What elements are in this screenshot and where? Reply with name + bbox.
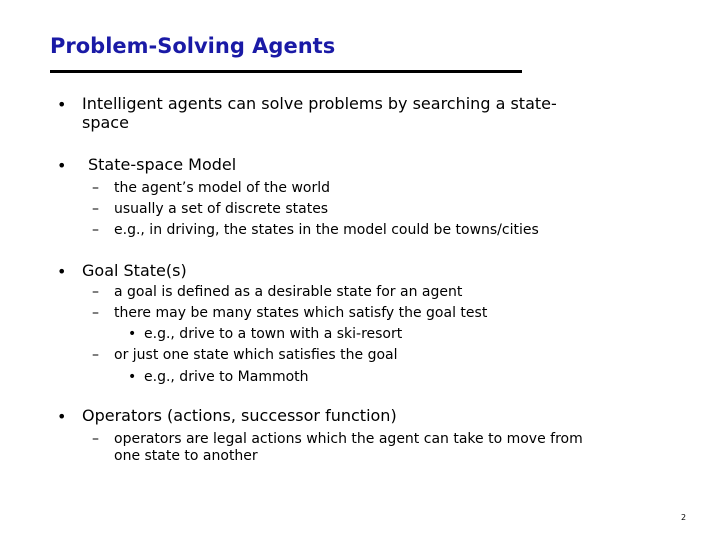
dash: – xyxy=(92,347,99,363)
sub-bullet-text-continuation: one state to another xyxy=(114,448,258,464)
bullet: • xyxy=(57,407,67,426)
dash: – xyxy=(92,180,99,196)
sub-bullet-text: a goal is defined as a desirable state for an agent xyxy=(114,284,463,300)
sub-bullet-text: operators are legal actions which the agent can take to move from xyxy=(114,431,583,447)
sub-sub-bullet: • xyxy=(128,326,137,342)
sub-bullet-text: the agent’s model of the world xyxy=(114,180,331,196)
bullet-text-continuation: space xyxy=(82,113,129,132)
bullet: • xyxy=(57,95,67,114)
bullet-text: Intelligent agents can solve problems by searching a state- xyxy=(82,94,557,113)
sub-bullet-text: usually a set of discrete states xyxy=(114,201,329,217)
dash: – xyxy=(92,222,99,238)
bullet: • xyxy=(57,156,67,175)
title-underline xyxy=(50,70,522,73)
bullet: • xyxy=(57,262,67,281)
dash: – xyxy=(92,431,99,447)
sub-bullet-text: there may be many states which satisfy the goal test xyxy=(114,305,488,321)
page-title: Problem-Solving Agents xyxy=(50,34,336,58)
bullet-text: Goal State(s) xyxy=(82,261,187,280)
sub-sub-bullet-text: e.g., drive to a town with a ski-resort xyxy=(144,326,403,342)
sub-bullet-text: or just one state which satisfies the goal xyxy=(114,347,398,363)
sub-sub-bullet-text: e.g., drive to Mammoth xyxy=(144,369,309,385)
sub-bullet-text: e.g., in driving, the states in the model could be towns/cities xyxy=(114,222,539,238)
bullet-text: State-space Model xyxy=(88,155,237,174)
dash: – xyxy=(92,201,99,217)
page-number: 2 xyxy=(681,513,687,522)
dash: – xyxy=(92,284,99,300)
bullet-text: Operators (actions, successor function) xyxy=(82,406,397,425)
sub-sub-bullet: • xyxy=(128,369,137,385)
dash: – xyxy=(92,305,99,321)
